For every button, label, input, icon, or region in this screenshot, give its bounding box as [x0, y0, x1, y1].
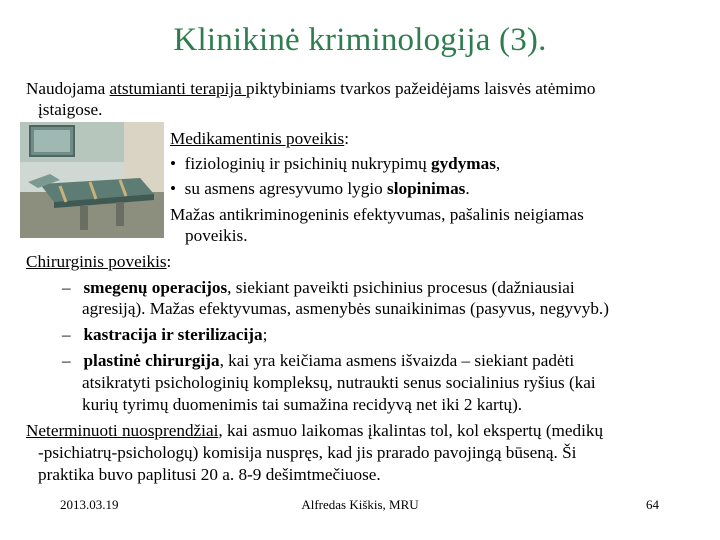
medical-heading — [170, 128, 349, 149]
dash-icon: – — [62, 351, 71, 370]
footer-page-number: 64 — [646, 497, 659, 512]
medical-summary-2: poveikis. — [185, 226, 248, 245]
slide-title: Klinikinė kriminologija (3). — [173, 22, 547, 58]
medical-b2-text: su asmens agresyvumo lygio — [184, 179, 388, 198]
medical-b2-post: . — [465, 179, 470, 198]
surgical-i3-rest: , kai yra keičiama asmens išvaizda – siekiant padėti — [219, 351, 575, 370]
dash-icon: – — [62, 278, 71, 297]
medical-b1-post: , — [495, 154, 501, 173]
dash-icon: – — [62, 325, 71, 344]
surgical-i1-bold: smegenų operacijos — [83, 278, 228, 297]
surgical-item-3 — [62, 350, 574, 371]
surgical-heading — [26, 251, 171, 272]
medical-b1-text: fiziologinių ir psichinių nukrypimų — [184, 154, 431, 173]
bullet-icon: • — [170, 154, 177, 173]
indeterminate-line-2: -psichiatrų-psichologų) komisija nuspręs, kad jis prarado pavojingą būseną. Ši — [38, 443, 577, 462]
indeterminate-line-1-rest: , kai asmuo laikomas įkalintas tol, kol ekspertų (medikų — [218, 421, 604, 440]
medical-bullet-2 — [170, 178, 470, 199]
indeterminate-line-3: praktika buvo paplitusi 20 a. 8-9 dešimtmečiuose. — [38, 465, 381, 484]
surgical-i2-rest: ; — [262, 325, 268, 344]
intro-pre: Naudojama — [26, 79, 110, 98]
intro-post: piktybiniams tvarkos pažeidėjams laisvės atėmimo — [246, 79, 596, 98]
intro-term: atstumianti terapija — [109, 79, 247, 98]
execution-room-image — [20, 122, 164, 238]
medical-b2-bold: slopinimas — [387, 179, 466, 198]
medical-bullet-1 — [170, 153, 500, 174]
surgical-item-1-line-2: agresiją). Mažas efektyvumas, asmenybės sunaikinimas (pasyvus, negyvyb.) — [82, 299, 609, 318]
indeterminate-line-1 — [26, 420, 603, 441]
surgical-heading-text: Chirurginis poveikis — [26, 252, 167, 271]
footer-author: Alfredas Kiškis, MRU — [301, 497, 419, 512]
medical-summary-1: Mažas antikriminogeninis efektyvumas, pašalinis neigiamas — [170, 205, 584, 224]
indeterminate-term: Neterminuoti nuosprendžiai — [26, 421, 219, 440]
surgical-i2-bold: kastracija ir sterilizacija — [83, 325, 263, 344]
surgical-item-3-line-3: kurių tyrimų duomenimis tai sumažina recidyvą net iki 2 kartų). — [82, 395, 523, 414]
medical-heading-text: Medikamentinis poveikis — [170, 129, 345, 148]
surgical-heading-colon: : — [166, 252, 172, 271]
execution-room-photo — [20, 122, 164, 238]
surgical-i3-bold: plastinė chirurgija — [83, 351, 220, 370]
footer-date: 2013.03.19 — [60, 497, 119, 512]
medical-b1-bold: gydymas — [430, 154, 496, 173]
intro-line-1 — [26, 78, 595, 99]
intro-line-2: įstaigose. — [38, 100, 103, 119]
surgical-item-3-line-2: atsikratyti psichologinių kompleksų, nutraukti senus socialinius ryšius (kai — [82, 373, 596, 392]
surgical-i1-rest: , siekiant paveikti psichinius procesus (dažniausiai — [227, 278, 575, 297]
medical-heading-colon: : — [344, 129, 350, 148]
bullet-icon: • — [170, 179, 177, 198]
surgical-item-2 — [62, 324, 267, 345]
surgical-item-1 — [62, 277, 575, 298]
